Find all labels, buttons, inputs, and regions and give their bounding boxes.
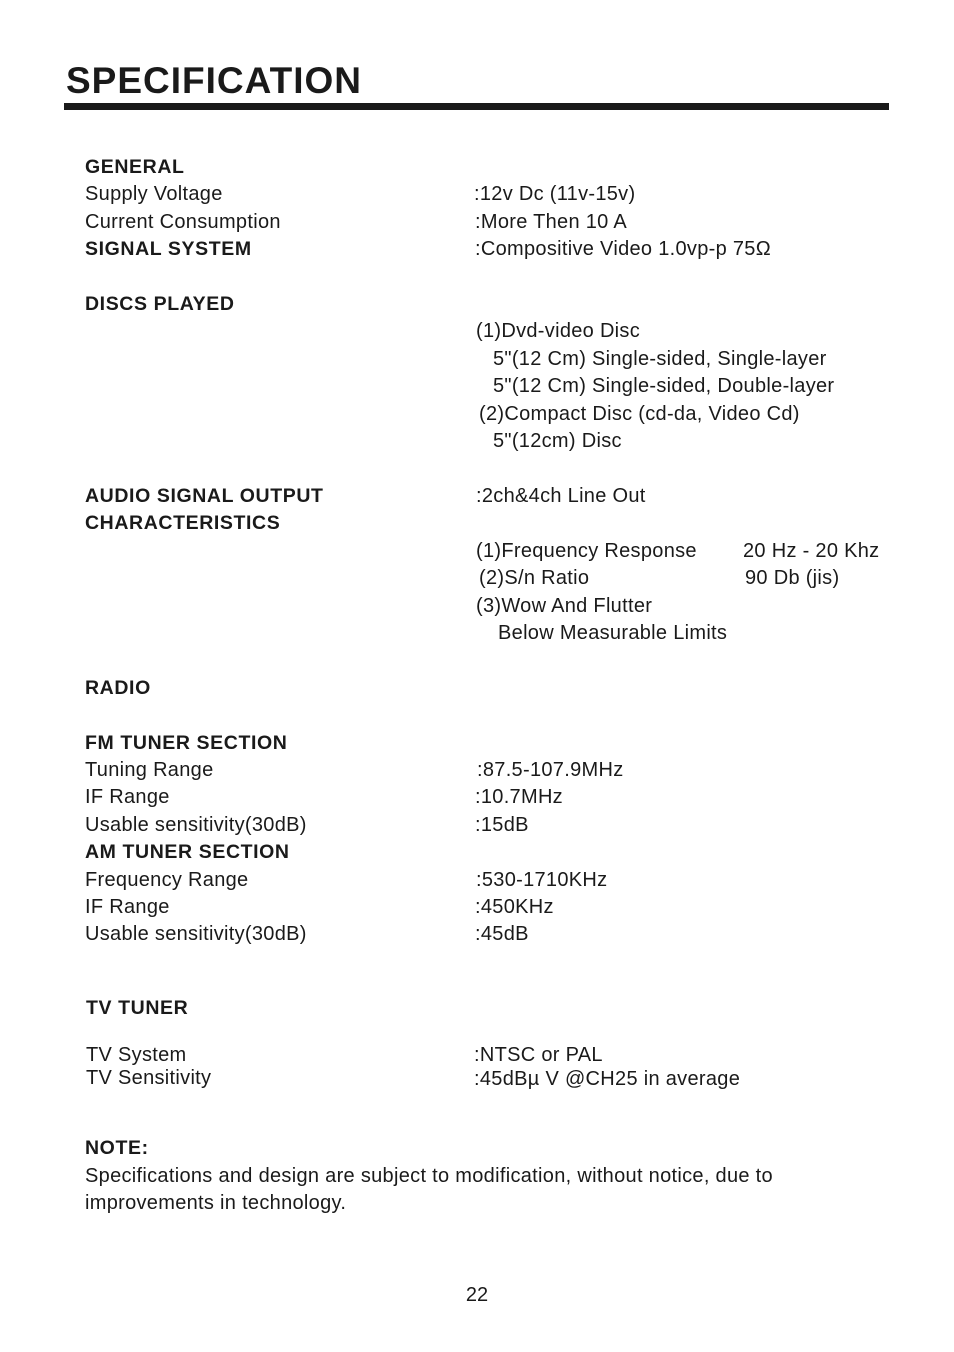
disc-line: (2)Compact Disc (cd-da, Video Cd) <box>479 403 800 425</box>
am-frequency-range-value: :530-1710KHz <box>476 869 608 891</box>
title-underline <box>64 103 889 110</box>
frequency-response-label: (1)Frequency Response <box>476 540 697 562</box>
disc-line: (1)Dvd-video Disc <box>476 320 641 342</box>
note-text: improvements in technology. <box>85 1192 347 1214</box>
fm-sensitivity-value: :15dB <box>475 814 529 836</box>
tv-tuner-heading: TV TUNER <box>86 997 189 1019</box>
signal-system-heading: SIGNAL SYSTEM <box>85 238 252 260</box>
supply-voltage-label: Supply Voltage <box>85 183 223 205</box>
note-heading: NOTE: <box>85 1137 149 1159</box>
supply-voltage-value: :12v Dc (11v-15v) <box>474 183 636 205</box>
fm-tuning-range-value: :87.5-107.9MHz <box>477 759 624 781</box>
fm-tuner-heading: FM TUNER SECTION <box>85 732 288 754</box>
disc-line: 5"(12 Cm) Single-sided, Single-layer <box>493 348 827 370</box>
audio-output-heading: AUDIO SIGNAL OUTPUT <box>85 485 324 507</box>
sn-ratio-label: (2)S/n Ratio <box>479 567 590 589</box>
am-tuner-heading: AM TUNER SECTION <box>85 841 290 863</box>
tv-sensitivity-value: :45dBµ V @CH25 in average <box>474 1068 741 1090</box>
am-if-range-value: :450KHz <box>475 896 554 918</box>
frequency-response-value: 20 Hz - 20 Khz <box>743 540 880 562</box>
disc-line: 5"(12 Cm) Single-sided, Double-layer <box>493 375 835 397</box>
fm-if-range-label: IF Range <box>85 786 170 808</box>
characteristics-heading: CHARACTERISTICS <box>85 512 281 534</box>
tv-sensitivity-label: TV Sensitivity <box>86 1067 212 1089</box>
current-consumption-label: Current Consumption <box>85 211 281 233</box>
audio-output-value: :2ch&4ch Line Out <box>476 485 646 507</box>
sn-ratio-value: 90 Db (jis) <box>745 567 840 589</box>
tv-system-label: TV System <box>86 1044 187 1066</box>
note-text: Specifications and design are subject to modification, without notice, due to <box>85 1165 773 1187</box>
page-number: 22 <box>465 1284 489 1306</box>
page-title: SPECIFICATION <box>66 60 362 101</box>
wow-flutter-label: (3)Wow And Flutter <box>476 595 653 617</box>
discs-played-heading: DISCS PLAYED <box>85 293 235 315</box>
fm-tuning-range-label: Tuning Range <box>85 759 214 781</box>
am-frequency-range-label: Frequency Range <box>85 869 249 891</box>
signal-system-value: :Compositive Video 1.0vp-p 75Ω <box>475 238 771 260</box>
current-consumption-value: :More Then 10 A <box>475 211 627 233</box>
disc-line: 5"(12cm) Disc <box>493 430 622 452</box>
am-if-range-label: IF Range <box>85 896 170 918</box>
fm-if-range-value: :10.7MHz <box>475 786 563 808</box>
fm-sensitivity-label: Usable sensitivity(30dB) <box>85 814 307 836</box>
am-sensitivity-value: :45dB <box>475 923 529 945</box>
radio-heading: RADIO <box>85 677 151 699</box>
wow-flutter-value: Below Measurable Limits <box>498 622 728 644</box>
am-sensitivity-label: Usable sensitivity(30dB) <box>85 923 307 945</box>
tv-system-value: :NTSC or PAL <box>474 1044 603 1066</box>
general-heading: GENERAL <box>85 156 185 178</box>
